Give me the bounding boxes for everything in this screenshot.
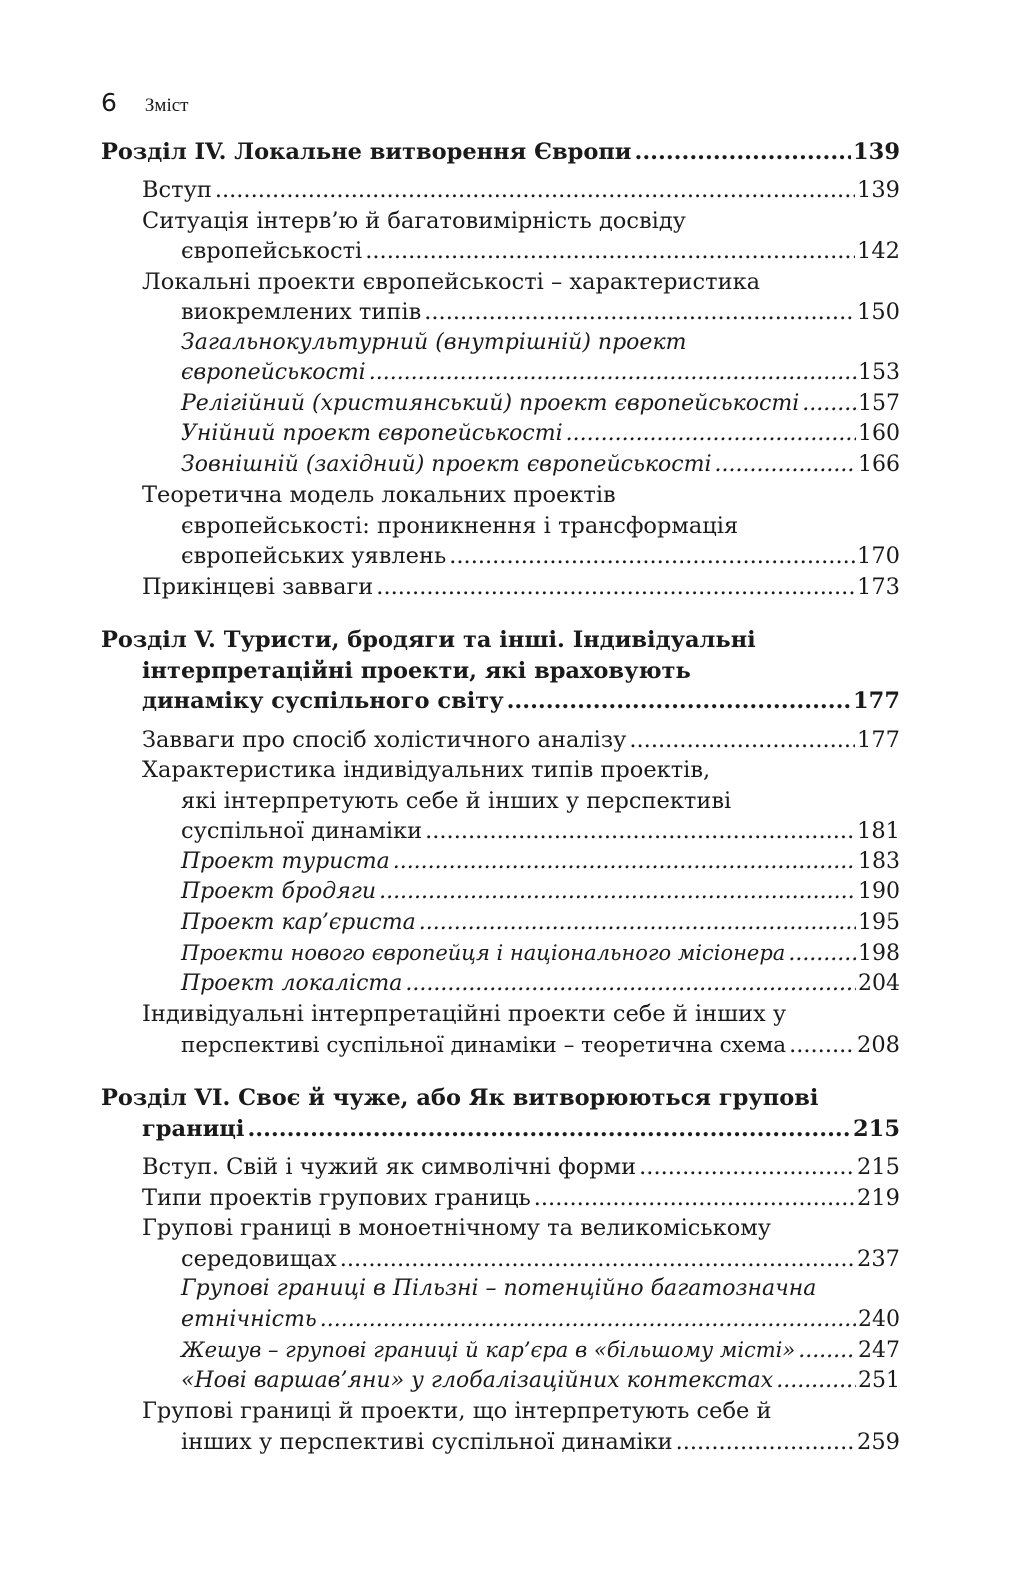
page-ref: 251 — [858, 1368, 900, 1393]
toc-entry[interactable] — [181, 816, 900, 846]
dot-leader — [247, 1114, 851, 1144]
dot-leader — [424, 297, 855, 327]
entry-title: європейськості — [181, 238, 363, 264]
toc-chapter-6-line[interactable]: Розділ VI. Своє й чуже, або Як витворюються групові — [101, 1085, 819, 1111]
toc-entry[interactable] — [181, 1244, 900, 1274]
entry-title: Вступ — [142, 177, 212, 203]
entry-title: етнічність — [181, 1307, 317, 1332]
dot-leader — [320, 1305, 856, 1335]
page-ref: 190 — [858, 879, 900, 904]
dot-leader — [715, 450, 856, 480]
page-number: 6 — [101, 88, 117, 117]
toc-entry-line[interactable]: Групові границі в моноетнічному та великоміському — [142, 1215, 771, 1241]
dot-leader — [635, 137, 852, 167]
page-ref: 240 — [858, 1307, 900, 1332]
page-ref: 177 — [857, 727, 900, 753]
page-ref: 157 — [858, 391, 900, 416]
dot-leader — [419, 908, 856, 938]
dot-leader — [776, 1366, 856, 1396]
dot-leader — [798, 1336, 856, 1366]
dot-leader — [425, 816, 855, 846]
entry-title: Проект туриста — [181, 849, 390, 874]
page-ref: 204 — [858, 971, 900, 996]
page-ref: 208 — [857, 1032, 900, 1058]
entry-title: середовищах — [181, 1246, 337, 1272]
toc-entry[interactable] — [142, 175, 900, 205]
entry-title: Релігійний (християнський) проект європейськості — [181, 391, 800, 416]
toc-subentry[interactable] — [181, 358, 900, 388]
toc-subentry[interactable] — [181, 908, 900, 938]
page-ref: 173 — [857, 574, 900, 600]
toc-subentry[interactable] — [181, 419, 900, 449]
toc-subentry[interactable] — [181, 1366, 900, 1396]
page-ref: 139 — [853, 139, 900, 165]
entry-title: інших у перспективі суспільної динаміки — [181, 1429, 673, 1455]
entry-title: суспільної динаміки — [181, 818, 423, 844]
toc-entry-line[interactable]: Характеристика індивідуальних типів проектів, — [142, 757, 711, 783]
page-ref: 150 — [857, 299, 900, 325]
page-ref: 215 — [857, 1154, 900, 1180]
dot-leader — [405, 969, 856, 999]
entry-title: європейськості — [181, 360, 366, 385]
toc-entry-line[interactable]: європейськості: проникнення і трансформація — [181, 513, 739, 539]
page-ref: 170 — [857, 543, 900, 569]
dot-leader — [566, 419, 856, 449]
toc-subentry[interactable] — [181, 450, 900, 480]
toc-entry-line[interactable]: Ситуація інтерв’ю й багатовимірність досвіду — [142, 208, 686, 234]
entry-title: Завваги про спосіб холістичного аналізу — [142, 727, 627, 753]
toc-subentry[interactable] — [181, 847, 900, 877]
toc-chapter-6[interactable] — [142, 1114, 900, 1144]
toc-chapter-5[interactable] — [142, 686, 900, 716]
toc-subentry[interactable] — [181, 1335, 900, 1365]
toc-subentry-line[interactable]: Групові границі в Пільзні – потенційно багатозначна — [181, 1276, 817, 1301]
dot-leader — [449, 541, 855, 571]
dot-leader — [369, 358, 856, 388]
dot-leader — [376, 572, 855, 602]
toc-entry-line[interactable]: Локальні проекти європейськості – характеристика — [142, 269, 761, 295]
page-header — [101, 88, 188, 122]
entry-title: Унійний проект європейськості — [181, 421, 563, 446]
dot-leader — [676, 1427, 855, 1457]
page-ref: 195 — [858, 910, 900, 935]
dot-leader — [365, 236, 855, 266]
entry-title: європейських уявлень — [181, 543, 447, 569]
chapter-title: границі — [142, 1116, 245, 1142]
entry-title: Проекти нового європейця і національного місіонера — [181, 941, 786, 965]
dot-leader — [393, 847, 856, 877]
toc-subentry[interactable] — [181, 1305, 900, 1335]
entry-title: перспективі суспільної динаміки – теоретична схема — [181, 1033, 787, 1058]
dot-leader — [534, 1183, 855, 1213]
page-ref: 153 — [858, 360, 900, 385]
dot-leader — [788, 939, 856, 969]
toc-chapter-5-line[interactable]: Розділ V. Туристи, бродяги та інші. Індивідуальні — [101, 627, 756, 653]
entry-title: виокремлених типів — [181, 299, 422, 325]
chapter-title: динаміку суспільного світу — [142, 688, 504, 714]
entry-title: Проект кар’єриста — [181, 910, 416, 935]
dot-leader — [340, 1244, 855, 1274]
dot-leader — [629, 725, 855, 755]
page-ref: 160 — [858, 421, 900, 446]
toc-entry[interactable] — [181, 541, 900, 571]
page-ref: 259 — [857, 1429, 900, 1455]
toc-entry[interactable] — [181, 236, 900, 266]
toc-entry-line[interactable]: Групові границі й проекти, що інтерпретують себе й — [142, 1398, 772, 1424]
entry-title: Проект локаліста — [181, 971, 403, 996]
toc-entry[interactable] — [181, 297, 900, 327]
toc-chapter-4[interactable] — [101, 137, 900, 167]
entry-title: Вступ. Свій і чужий як символічні форми — [142, 1154, 637, 1180]
entry-title: Прикінцеві завваги — [142, 574, 374, 600]
entry-title: Жешув – групові границі й кар’єра в «більшому місті» — [181, 1338, 796, 1362]
running-title: Зміст — [144, 95, 189, 116]
page-ref: 177 — [853, 688, 900, 714]
entry-title: Проект бродяги — [181, 879, 377, 904]
page-ref: 247 — [858, 1338, 900, 1363]
page-ref: 219 — [857, 1185, 900, 1211]
toc-entry[interactable] — [142, 725, 900, 755]
page-ref: 183 — [858, 849, 900, 874]
toc-entry-line[interactable]: Теоретична модель локальних проектів — [142, 482, 616, 508]
page-ref: 237 — [857, 1246, 900, 1272]
dot-leader — [639, 1152, 855, 1182]
toc-subentry[interactable] — [181, 389, 900, 419]
toc-entry[interactable] — [142, 1152, 900, 1182]
page-ref: 166 — [858, 452, 900, 477]
entry-title: Типи проектів групових границь — [142, 1185, 531, 1211]
chapter-title: Розділ IV. Локальне витворення Європи — [101, 139, 632, 165]
page-ref: 139 — [857, 177, 900, 203]
toc-entry[interactable] — [142, 1183, 900, 1213]
page-ref: 142 — [857, 238, 900, 264]
dot-leader — [789, 1030, 855, 1060]
toc-subentry-line[interactable]: Загальнокультурний (внутрішній) проект — [181, 330, 687, 355]
toc-entry[interactable] — [181, 1030, 900, 1060]
page-ref: 181 — [857, 818, 900, 844]
dot-leader — [802, 389, 856, 419]
toc-subentry[interactable] — [181, 877, 900, 907]
toc-entry[interactable] — [142, 572, 900, 602]
dot-leader — [379, 877, 856, 907]
toc-entry-line[interactable]: Індивідуальні інтерпретаційні проекти себе й інших у — [142, 1001, 787, 1027]
dot-leader — [507, 686, 851, 716]
toc-subentry[interactable] — [181, 969, 900, 999]
entry-title: «Нові варшав’яни» у глобалізаційних контекстах — [181, 1368, 774, 1393]
entry-title: Зовнішній (західний) проект європейськості — [181, 452, 712, 477]
page-ref: 215 — [853, 1116, 900, 1142]
page-ref: 198 — [858, 941, 900, 966]
toc-entry-line[interactable]: які інтерпретують себе й інших у перспективі — [181, 788, 732, 814]
toc-entry[interactable] — [181, 1427, 900, 1457]
toc-subentry[interactable] — [181, 938, 900, 968]
toc-chapter-5-line[interactable]: інтерпретаційні проекти, які враховують — [142, 658, 691, 684]
dot-leader — [215, 175, 855, 205]
